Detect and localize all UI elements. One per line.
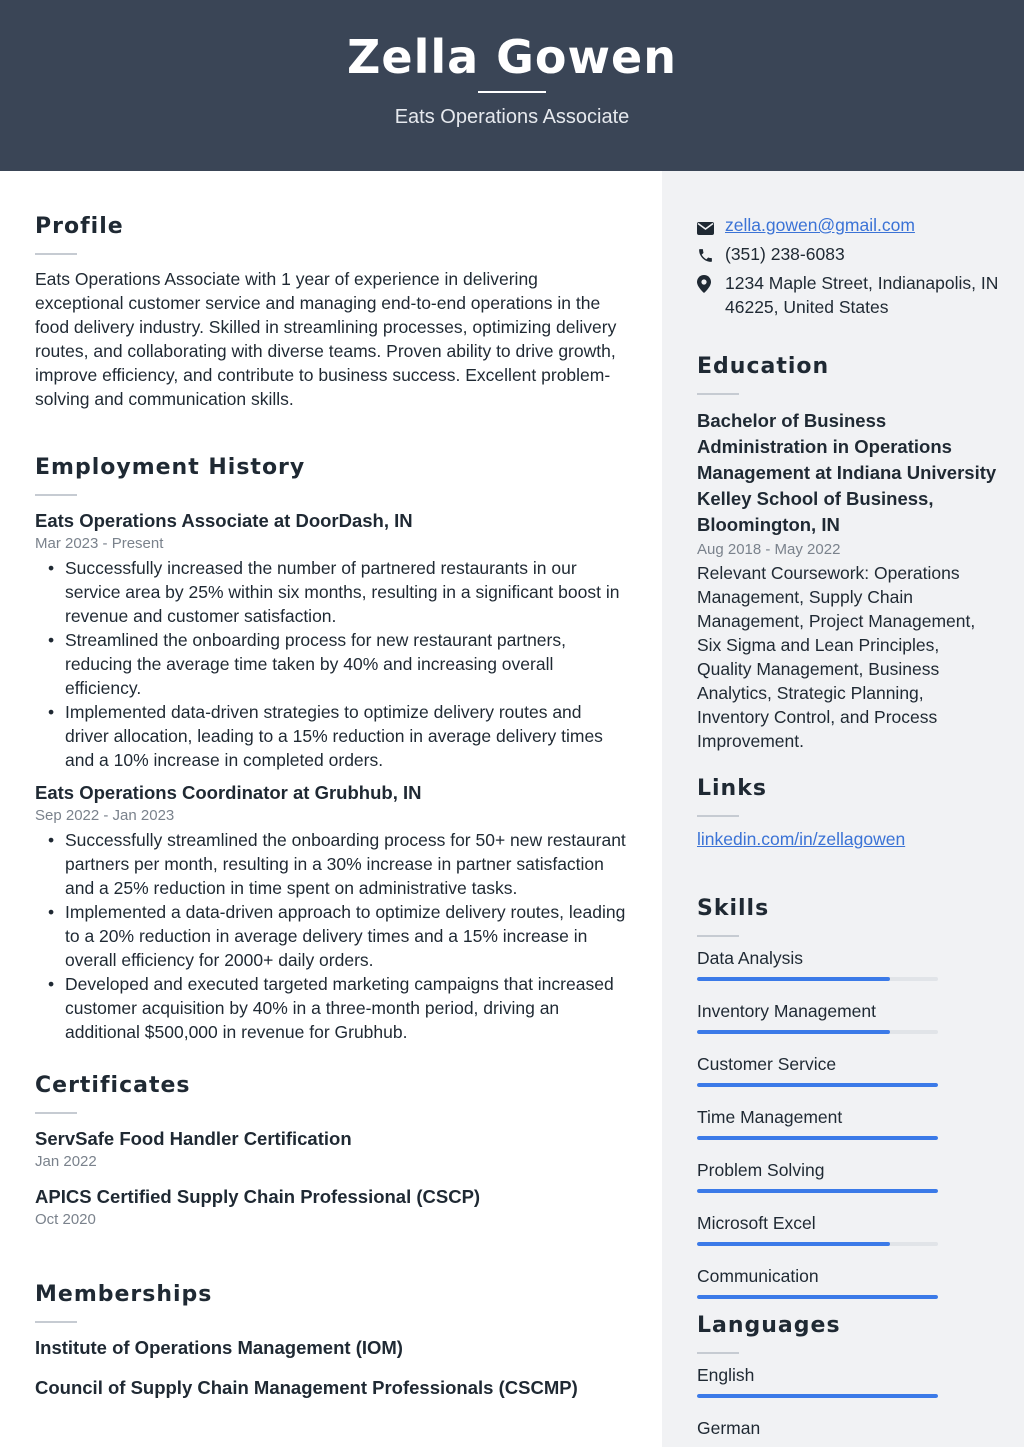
skill-name: Microsoft Excel bbox=[697, 1213, 816, 1233]
section-heading-skills: Skills bbox=[697, 896, 770, 921]
address-line-2: 46225, United States bbox=[725, 297, 889, 317]
email-link[interactable]: zella.gowen@gmail.com bbox=[725, 215, 915, 235]
skill-bar-fill bbox=[697, 1242, 890, 1246]
main-column bbox=[0, 171, 662, 1447]
membership-item: Institute of Operations Management (IOM) bbox=[35, 1337, 403, 1358]
job-title-headline: Eats Operations Associate bbox=[394, 106, 630, 128]
skill-item bbox=[697, 1001, 997, 1034]
profile-section bbox=[35, 214, 630, 411]
education-date: Aug 2018 - May 2022 bbox=[697, 541, 841, 558]
skills-list bbox=[697, 948, 997, 1299]
section-divider bbox=[697, 815, 739, 817]
skill-bar bbox=[697, 1030, 938, 1034]
section-divider bbox=[35, 253, 77, 255]
certificate-date: Oct 2020 bbox=[35, 1211, 96, 1228]
contact-email bbox=[697, 213, 1007, 241]
skill-bar bbox=[697, 1295, 938, 1299]
section-divider bbox=[697, 935, 739, 937]
skill-item bbox=[697, 1160, 997, 1193]
list-item: • Implemented data-driven strategies to optimize delivery routes and driver allocation, leading to a 15% reduction in average delivery times and a 10% increase in completed orders. bbox=[33, 700, 630, 772]
profile-summary: Eats Operations Associate with 1 year of experience in delivering exceptional customer service and managing end-to-end operations in the food delivery industry. Skilled in streamlining processes, optimizing delivery routes, and collaborating with diverse teams. Proven ability to drive growth, improve efficiency, and contribute to business success. Excellent problem-solving and communication skills. bbox=[35, 269, 617, 409]
name-underline bbox=[478, 91, 546, 93]
skill-bar-fill bbox=[697, 1083, 938, 1087]
skill-bar-fill bbox=[697, 1295, 938, 1299]
skill-bar-fill bbox=[697, 977, 890, 981]
education-details: Relevant Coursework: Operations Management, Supply Chain Management, Project Management, Six Sigma and Lean Principles, Quality Management, Business Analytics, Strategic Planning, Inventory Control, and Process Improvement. bbox=[697, 563, 976, 751]
contact-address bbox=[697, 271, 1007, 319]
skill-name: Problem Solving bbox=[697, 1160, 825, 1180]
job-title: Eats Operations Coordinator at Grubhub, IN bbox=[35, 782, 422, 803]
education-section bbox=[697, 354, 997, 753]
skill-item bbox=[697, 1213, 997, 1246]
candidate-name: Zella Gowen bbox=[347, 30, 677, 84]
list-item: • Successfully increased the number of partnered restaurants in our service area by 25% within six months, resulting in a significant boost in revenue and customer satisfaction. bbox=[33, 556, 630, 628]
certificate-entry bbox=[35, 1128, 630, 1170]
language-name: English bbox=[697, 1365, 755, 1385]
section-heading-languages: Languages bbox=[697, 1313, 841, 1338]
skill-bar-fill bbox=[697, 1030, 890, 1034]
location-pin-icon bbox=[697, 271, 725, 299]
skill-bar bbox=[697, 1136, 938, 1140]
language-item bbox=[697, 1365, 997, 1398]
job-entry bbox=[35, 510, 630, 772]
envelope-icon bbox=[697, 213, 725, 241]
skills-section bbox=[697, 896, 997, 1299]
section-divider bbox=[697, 1352, 739, 1354]
skill-bar-fill bbox=[697, 1189, 938, 1193]
job-entry bbox=[35, 782, 630, 1044]
skill-name: Time Management bbox=[697, 1107, 843, 1127]
skill-name: Customer Service bbox=[697, 1054, 837, 1074]
job-date: Mar 2023 - Present bbox=[35, 535, 164, 552]
contact-section bbox=[697, 213, 1007, 319]
language-bar bbox=[697, 1394, 938, 1398]
skill-bar bbox=[697, 1189, 938, 1193]
list-item: • Developed and executed targeted marketing campaigns that increased customer acquisition by 40% in a three-month period, driving an additional $500,000 in revenue for Grubhub. bbox=[33, 972, 630, 1044]
phone-number: (351) 238-6083 bbox=[725, 244, 845, 264]
language-name: German bbox=[697, 1418, 761, 1438]
skill-bar bbox=[697, 977, 938, 981]
languages-list bbox=[697, 1365, 997, 1447]
skill-bar-fill bbox=[697, 1136, 938, 1140]
list-item: • Streamlined the onboarding process for new restaurant partners, reducing the average time taken by 40% and increasing overall efficiency. bbox=[33, 628, 630, 700]
section-heading-education: Education bbox=[697, 354, 830, 379]
language-bar-fill bbox=[697, 1394, 938, 1398]
skill-bar bbox=[697, 1242, 938, 1246]
section-heading-employment: Employment History bbox=[35, 455, 306, 480]
section-heading-certificates: Certificates bbox=[35, 1073, 191, 1098]
membership-item: Council of Supply Chain Management Professionals (CSCMP) bbox=[35, 1377, 578, 1398]
phone-icon bbox=[697, 242, 725, 270]
address-line-1: 1234 Maple Street, Indianapolis, IN bbox=[725, 273, 999, 293]
address-text bbox=[725, 271, 998, 319]
sidebar bbox=[662, 171, 1024, 1447]
memberships-section bbox=[35, 1282, 630, 1399]
section-divider bbox=[35, 1112, 77, 1114]
resume-header bbox=[0, 0, 1024, 171]
job-bullets bbox=[33, 556, 630, 772]
skill-bar bbox=[697, 1083, 938, 1087]
list-item: • Successfully streamlined the onboarding process for 50+ new restaurant partners per month, resulting in a 30% increase in partner satisfaction and a 25% reduction in time spent on administrative tasks. bbox=[33, 828, 630, 900]
job-date: Sep 2022 - Jan 2023 bbox=[35, 807, 175, 824]
section-divider bbox=[697, 393, 739, 395]
certificate-date: Jan 2022 bbox=[35, 1153, 97, 1170]
languages-section bbox=[697, 1313, 997, 1447]
skill-item bbox=[697, 1107, 997, 1140]
job-title: Eats Operations Associate at DoorDash, IN bbox=[35, 510, 413, 531]
contact-phone bbox=[697, 242, 1007, 270]
section-heading-profile: Profile bbox=[35, 214, 124, 239]
linkedin-row bbox=[697, 829, 997, 850]
linkedin-link[interactable]: linkedin.com/in/zellagowen bbox=[697, 829, 906, 849]
skill-name: Inventory Management bbox=[697, 1001, 876, 1021]
skill-name: Communication bbox=[697, 1266, 819, 1286]
language-item bbox=[697, 1418, 997, 1447]
certificate-title: ServSafe Food Handler Certification bbox=[35, 1128, 352, 1149]
degree-title: Bachelor of Business Administration in Operations Management at Indiana University Kelley School of Business, Bloomington, IN bbox=[697, 410, 997, 535]
links-section bbox=[697, 776, 997, 850]
skill-item bbox=[697, 1266, 997, 1299]
certificate-title: APICS Certified Supply Chain Professional (CSCP) bbox=[35, 1186, 481, 1207]
section-divider bbox=[35, 494, 77, 496]
skill-item bbox=[697, 1054, 997, 1087]
section-heading-links: Links bbox=[697, 776, 767, 801]
section-heading-memberships: Memberships bbox=[35, 1282, 213, 1307]
list-item: • Implemented a data-driven approach to optimize delivery routes, leading to a 20% reduction in average delivery times and a 15% increase in overall efficiency for 2000+ daily orders. bbox=[33, 900, 630, 972]
employment-section bbox=[35, 455, 630, 1044]
section-divider bbox=[35, 1321, 77, 1323]
certificates-section bbox=[35, 1073, 630, 1228]
skill-name: Data Analysis bbox=[697, 948, 804, 968]
skill-item bbox=[697, 948, 997, 981]
job-bullets bbox=[33, 828, 630, 1044]
certificate-entry bbox=[35, 1186, 630, 1228]
